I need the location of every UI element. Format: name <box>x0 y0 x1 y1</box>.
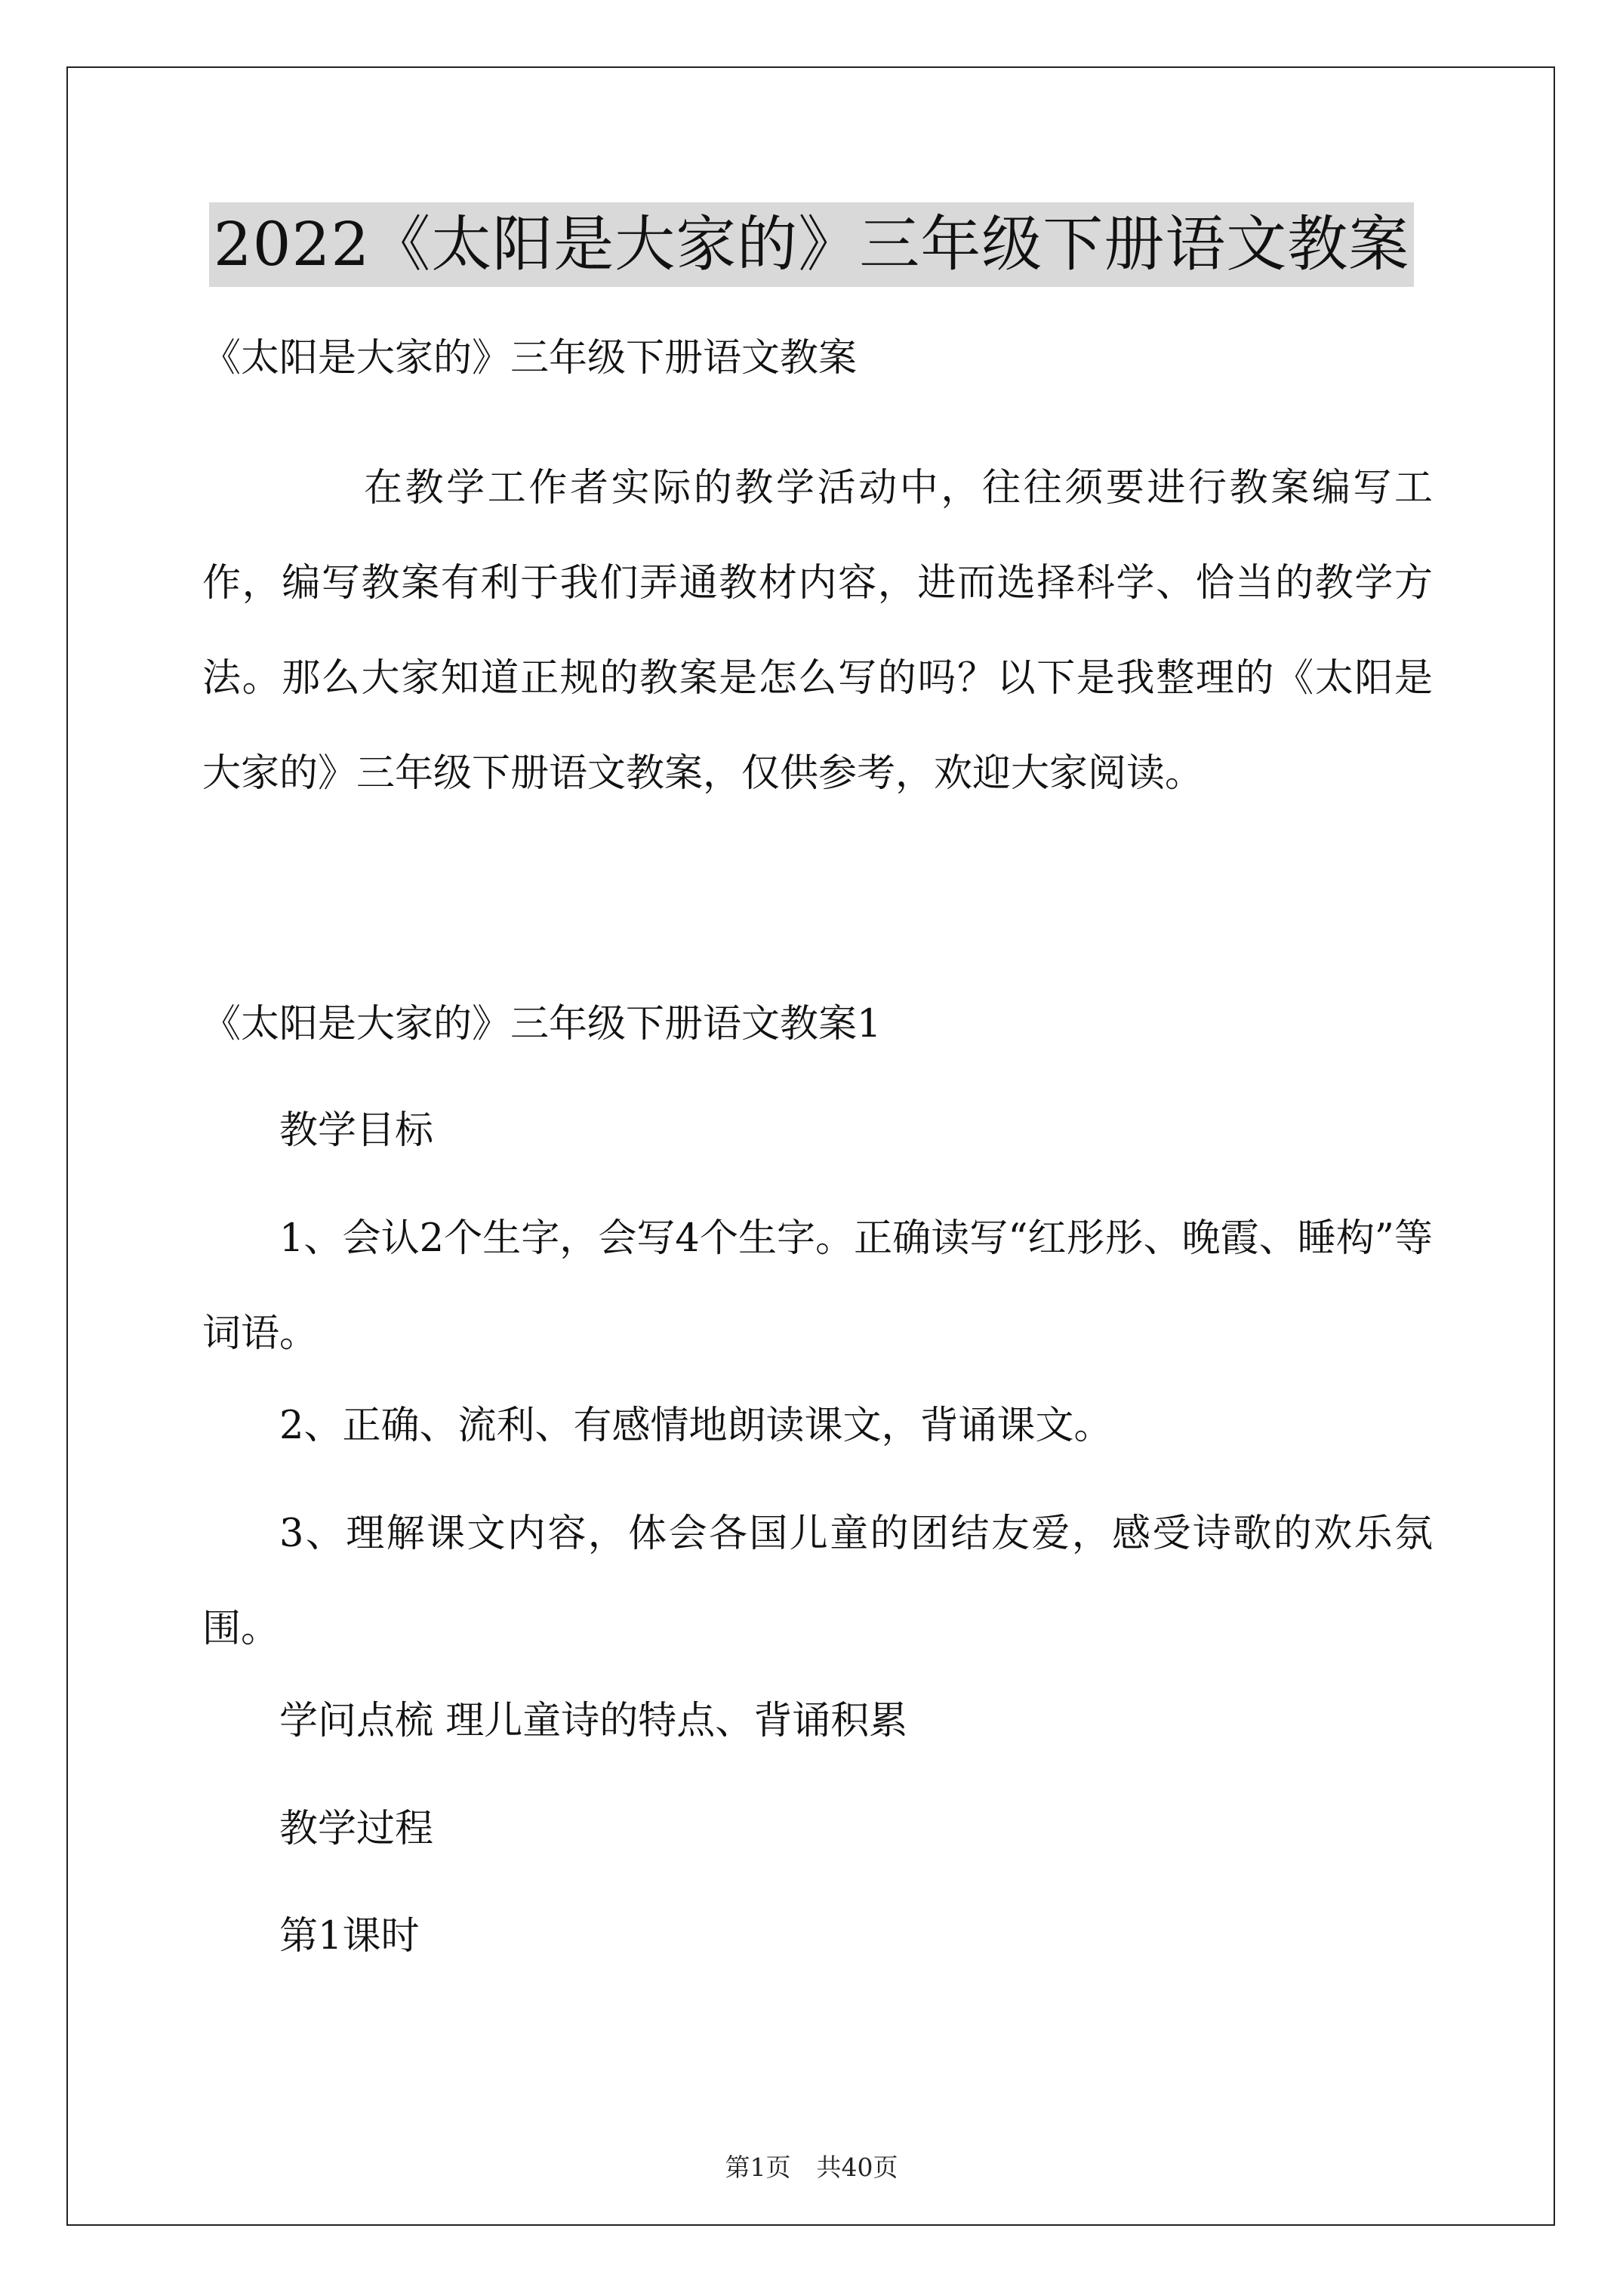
process-heading: 教学过程 <box>279 1807 434 1851</box>
section-heading: 《太阳是大家的》三年级下册语文教案1 <box>202 1002 882 1046</box>
page-footer <box>0 2150 1623 2185</box>
document-subtitle: 《太阳是大家的》三年级下册语文教案 <box>202 336 858 381</box>
lesson-label: 第1课时 <box>279 1914 420 1959</box>
goal-item-2: 2、正确、流利、有感情地朗读课文，背诵课文。 <box>279 1404 1113 1448</box>
page-number: 第1页 <box>725 2153 791 2182</box>
title-container <box>0 202 1623 287</box>
intro-paragraph: 在教学工作者实际的教学活动中，往往须要进行教案编写工作，编写教案有利于我们弄通教材内容，进而选择科学、恰当的教学方法。那么大家知道正规的教案是怎么写的吗？以下是我整理的《太阳是大家的》三年级下册语文教案，仅供参考，欢迎大家阅读。 <box>202 466 1433 796</box>
goal-item-1: 1、会认2个生字，会写4个生字。正确读写“红彤彤、晚霞、睡构”等词语。 <box>202 1216 1433 1356</box>
knowledge-points: 学问点梳 理儿童诗的特点、背诵积累 <box>279 1699 908 1743</box>
document-title: 2022《太阳是大家的》三年级下册语文教案 <box>209 202 1415 287</box>
page-total: 共40页 <box>816 2153 898 2182</box>
goal-item-3: 3、理解课文内容，体会各国儿童的团结友爱，感受诗歌的欢乐氛围。 <box>202 1512 1433 1651</box>
goals-heading: 教学目标 <box>279 1108 434 1153</box>
